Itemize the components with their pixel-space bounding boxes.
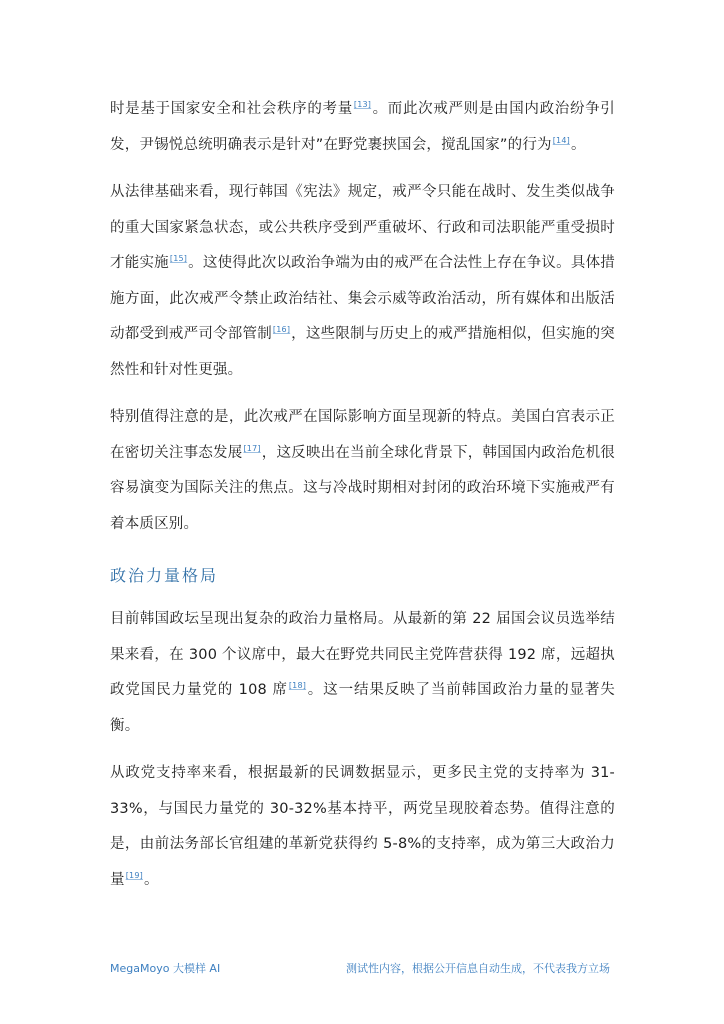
citation-link[interactable]: [15] — [169, 254, 188, 264]
paragraph — [110, 602, 615, 744]
section-heading: 政治力量格局 — [110, 566, 219, 585]
citation-link[interactable]: [13] — [353, 100, 372, 110]
citation-link[interactable]: [17] — [243, 443, 261, 453]
paragraph — [110, 400, 615, 542]
paragraph-text: ，这反映出在当前全球化背景下，韩国国内政治危机很容易演变为国际关注的焦点。这与冷战时期相对封闭的政治环境下实施戒严有着本质区别。 — [110, 444, 615, 532]
document-body — [110, 92, 615, 910]
citation-link[interactable]: [16] — [272, 325, 291, 335]
paragraph-group-top — [110, 92, 615, 542]
footer-brand: MegaMoyo 大模样 AI — [110, 962, 221, 975]
footer-disclaimer: 测试性内容，根据公开信息自动生成，不代表我方立场 — [346, 962, 610, 975]
paragraph-text: 目前韩国政坛呈现出复杂的政治力量格局。从最新的第 22 届国会议员选举结果来看，在 300 个议席中，最大在野党共同民主党阵营获得 192 席，远超执政党国民力量党的 108 席 — [110, 611, 615, 698]
page-footer — [110, 960, 610, 976]
citation-link[interactable]: [18] — [288, 681, 307, 691]
paragraph-text: 从法律基础来看，现行韩国《宪法》规定，戒严令只能在战时、发生类似战争的重大国家紧急状态，或公共秩序受到严重破坏、行政和司法职能严重受损时才能实施 — [110, 184, 615, 271]
paragraph — [110, 92, 615, 163]
paragraph-text: 从政党支持率来看，根据最新的民调数据显示，更多民主党的支持率为 31-33%，与国民力量党的 30-32%基本持平，两党呈现胶着态势。值得注意的是，由前法务部长官组建的革新党获得约 5-8%的支持率，成为第三大政治力量 — [110, 765, 615, 888]
paragraph-text: 特别值得注意的是，此次戒严在国际影响方面呈现新的特点。美国白宫表示正在密切关注事态发展 — [110, 409, 615, 461]
paragraph-text: 时是基于国家安全和社会秩序的考量 — [110, 101, 353, 117]
paragraph-text: 。 — [143, 871, 159, 888]
paragraph-text: 。这一结果反映了当前韩国政治力量的显著失衡。 — [110, 682, 616, 734]
paragraph-text: 。这使得此次以政治争端为由的戒严在合法性上存在争议。具体措施方面，此次戒严令禁止政治结社、集会示威等政治活动，所有媒体和出版活动都受到戒严司令部管制 — [110, 255, 615, 342]
paragraph — [110, 756, 615, 898]
paragraph — [110, 175, 615, 388]
paragraph-text: 。 — [570, 136, 586, 153]
paragraph-text: 。而此次戒严则是由国内政治纷争引发，尹锡悦总统明确表示是针对”在野党裹挟国会，搅乱国家”的行为 — [110, 101, 616, 153]
citation-link[interactable]: [19] — [125, 870, 143, 880]
paragraph-text: ，这些限制与历史上的戒严措施相似，但实施的突然性和针对性更强。 — [110, 326, 615, 378]
citation-link[interactable]: [14] — [552, 135, 570, 145]
paragraph-group-bottom — [110, 602, 615, 898]
